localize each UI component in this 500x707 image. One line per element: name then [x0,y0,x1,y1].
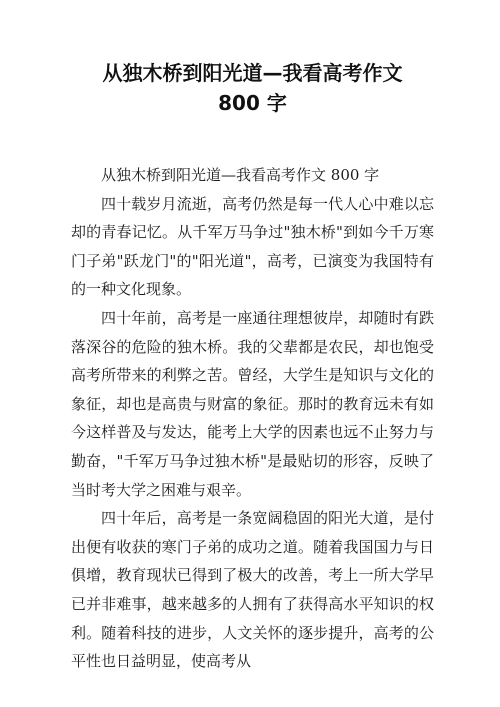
document-body [71,161,434,676]
document-title [71,58,434,118]
paragraph-forty-years-ago: 四十年前，高考是一座通往理想彼岸，却随时有跌落深谷的危险的独木桥。我的父辈都是农民，却也饱受高考所带来的利弊之苦。曾经，大学生是知识与文化的象征，却也是高贵与财富的象征。那时的教育远未有如今这样普及与发达，能考上大学的因素也远不止努力与勤奋，"千军万马争过独木桥"是最贴切的形容，反映了当时考大学之困难与艰辛。 [71,308,434,499]
title-line-1: 从独木桥到阳光道—我看高考作文 [102,61,403,85]
paragraph-forty-years-later: 四十年后，高考是一条宽阔稳固的阳光大道，是付出便有收获的寒门子弟的成功之道。随着我国国力与日俱增，教育现状已得到了极大的改善，考上一所大学早已并非难事，越来越多的人拥有了获得高水平知识的权利。随着科技的进步，人文关怀的逐步提升，高考的公平性也日益明显，使高考从 [71,509,434,671]
paragraph-subtitle: 从独木桥到阳光道—我看高考作文 800 字 [101,166,380,184]
paragraph-intro: 四十载岁月流逝，高考仍然是每一代人心中难以忘却的青春记忆。从千军万马争过"独木桥"到如今千万寒门子弟"跃龙门"的"阳光道"，高考，已演变为我国特有的一种文化现象。 [71,194,434,299]
title-line-2: 800 字 [218,91,287,115]
